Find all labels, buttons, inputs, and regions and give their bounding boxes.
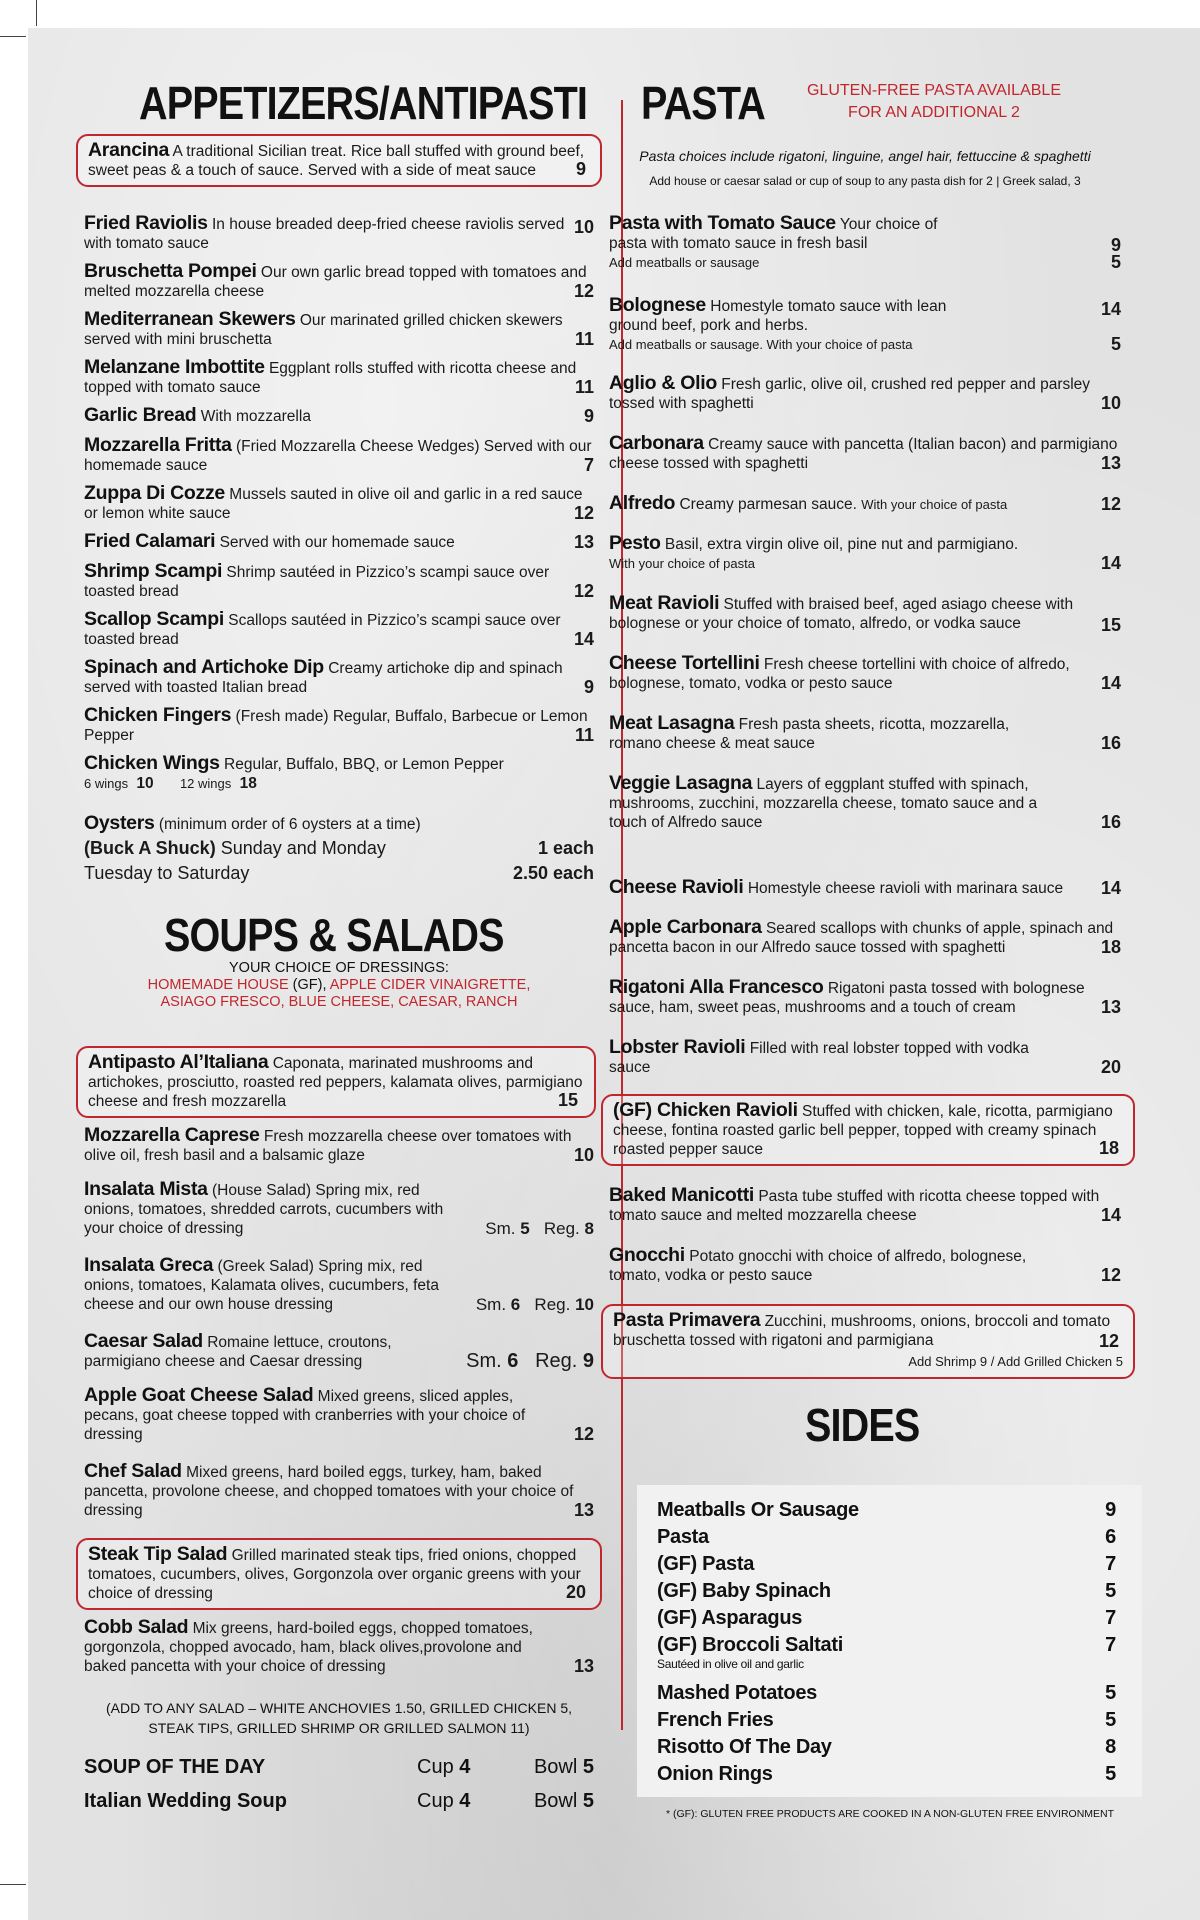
side-item — [657, 1607, 1116, 1630]
side-price: 5 — [1105, 1709, 1116, 1731]
soup-name: SOUP OF THE DAY — [84, 1756, 266, 1778]
item-name: Aglio & Olio — [609, 372, 717, 394]
item-price: 11 — [574, 377, 594, 397]
menu-item-bruschetta — [84, 262, 594, 301]
item-desc: Served with our homemade sauce — [219, 534, 455, 551]
gf-note-line-2: FOR AN ADDITIONAL 2 — [848, 104, 1020, 121]
size-regular-price: 8 — [584, 1219, 594, 1238]
side-price: 5 — [1105, 1682, 1116, 1704]
side-price: 7 — [1105, 1634, 1116, 1656]
menu-item-gf-chicken-ravioli — [601, 1094, 1135, 1166]
item-desc: Fresh mozzarella cheese over tomatoes with olive oil, fresh basil and a balsamic glaze — [84, 1128, 572, 1164]
wings-12-price: 18 — [239, 775, 257, 792]
item-price: 12 — [1100, 494, 1121, 514]
item-desc: Seared scallops with chunks of apple, spinach and pancetta bacon in our Alfredo sauce tossed with spaghetti — [609, 920, 1114, 956]
menu-item-skewers — [84, 310, 594, 349]
item-name: Meat Lasagna — [609, 712, 735, 734]
side-name: Meatballs Or Sausage — [657, 1499, 859, 1521]
item-desc: Mixed greens, hard boiled eggs, turkey, ham, baked pancetta, provolone cheese, and chopped tomatoes with your choice of dressing — [84, 1464, 574, 1519]
item-desc: (Fresh made) Regular, Buffalo, Barbecue or Lemon Pepper — [84, 708, 588, 744]
item-price: 12 — [1100, 1265, 1121, 1285]
side-name: (GF) Pasta — [657, 1553, 755, 1575]
item-name: Lobster Ravioli — [609, 1036, 746, 1058]
item-price: 14 — [1100, 673, 1121, 693]
item-name: Fried Calamari — [84, 530, 216, 552]
side-name: (GF) Broccoli Saltati — [657, 1634, 843, 1656]
side-name: (GF) Baby Spinach — [657, 1580, 831, 1602]
menu-item-rigatoni-francesco — [609, 978, 1121, 1017]
cup-label: Cup — [417, 1790, 454, 1812]
size-regular: Reg. — [535, 1350, 578, 1372]
side-item — [657, 1499, 1116, 1522]
menu-item-caprese — [84, 1126, 594, 1165]
item-price: 13 — [1100, 453, 1121, 473]
item-desc: Homestyle tomato sauce with lean ground beef, pork and herbs. — [609, 298, 947, 334]
sides-title: SIDES — [805, 1399, 920, 1451]
cup-price: 4 — [459, 1790, 471, 1812]
item-name: Carbonara — [609, 432, 704, 454]
item-name: Cobb Salad — [84, 1616, 189, 1638]
size-regular: Reg. — [543, 1219, 580, 1238]
item-price: 12 — [1098, 1331, 1119, 1351]
menu-item-tomato-sauce — [609, 214, 1121, 272]
side-item — [657, 1763, 1116, 1786]
menu-page — [28, 28, 1200, 1920]
item-name: Mozzarella Fritta — [84, 434, 232, 456]
menu-item-chicken-wings — [84, 754, 594, 793]
menu-item-antipasto — [76, 1046, 596, 1118]
pasta-addons: Add house or caesar salad or cup of soup to any pasta dish for 2 | Greek salad, 3 — [649, 174, 1081, 188]
item-desc: Basil, extra virgin olive oil, pine nut and parmigiano. — [664, 536, 1019, 553]
side-item — [657, 1682, 1116, 1705]
menu-item-garlic-bread — [84, 406, 594, 426]
item-price: 13 — [573, 532, 594, 552]
menu-item-apple-carbonara — [609, 918, 1121, 957]
menu-item-meat-lasagna — [609, 714, 1121, 753]
item-desc: A traditional Sicilian treat. Rice ball stuffed with ground beef, sweet peas & a touch of sauce. Served with a side of meat sauce — [88, 143, 585, 179]
item-price: 18 — [1098, 1138, 1119, 1158]
soup-name: Italian Wedding Soup — [84, 1790, 287, 1812]
item-sizes — [476, 1295, 594, 1314]
side-price: 8 — [1105, 1736, 1116, 1758]
item-desc: Eggplant rolls stuffed with ricotta cheese and topped with tomato sauce — [84, 360, 577, 396]
item-addon: Add meatballs or sausage — [609, 255, 760, 270]
bowl-price: 5 — [582, 1756, 594, 1778]
menu-item-steak-tip — [76, 1538, 602, 1610]
side-name: Mashed Potatoes — [657, 1682, 817, 1704]
menu-item-meat-ravioli — [609, 594, 1121, 633]
item-price: 12 — [573, 581, 594, 601]
item-desc: In house breaded deep-fried cheese raviolis served with tomato sauce — [84, 216, 565, 252]
item-name: Zuppa Di Cozze — [84, 482, 225, 504]
item-desc: Filled with real lobster topped with vodka sauce — [609, 1040, 1029, 1076]
item-desc: Rigatoni pasta tossed with bolognese sauce, ham, sweet peas, mushrooms and a touch of cream — [609, 980, 1085, 1016]
gf-note-line-1: GLUTEN-FREE PASTA AVAILABLE — [806, 82, 1061, 99]
item-desc: Shrimp sautéed in Pizzico’s scampi sauce over toasted bread — [84, 564, 550, 600]
oysters-days-2: Tuesday to Saturday — [84, 863, 250, 883]
item-desc: Potato gnocchi with choice of alfredo, bolognese, tomato, vodka or pesto sauce — [609, 1248, 1027, 1284]
item-price: 10 — [573, 217, 594, 237]
item-price: 11 — [574, 725, 594, 745]
item-price: 20 — [1100, 1057, 1121, 1077]
item-desc-note: With your choice of pasta — [861, 497, 1008, 512]
item-desc: Layers of eggplant stuffed with spinach, mushrooms, zucchini, mozzarella cheese, tomato sauce and a touch of Alfredo sauce — [609, 776, 1038, 831]
gf-footnote: * (GF): GLUTEN FREE PRODUCTS ARE COOKED IN A NON-GLUTEN FREE ENVIRONMENT — [665, 1808, 1115, 1820]
item-name: Chef Salad — [84, 1460, 182, 1482]
side-price: 5 — [1105, 1580, 1116, 1602]
item-desc: (Fried Mozzarella Cheese Wedges) Served with our homemade sauce — [84, 438, 592, 474]
dressing-house: HOMEMADE HOUSE — [147, 977, 289, 993]
side-name: Onion Rings — [657, 1763, 773, 1785]
item-price: 13 — [573, 1656, 594, 1676]
size-small: Sm. — [475, 1295, 507, 1314]
menu-item-mozzarella-fritta — [84, 436, 594, 475]
menu-item-veggie-lasagna — [609, 774, 1121, 832]
wings-6-label: 6 wings — [84, 776, 129, 791]
salad-addons-note: (ADD TO ANY SALAD – WHITE ANCHOVIES 1.50, GRILLED CHICKEN 5, STEAK TIPS, GRILLED SHRIMP OR GRILLED SALMON 11) — [105, 1700, 573, 1736]
item-name: Mozzarella Caprese — [84, 1124, 260, 1146]
item-desc: Romaine lettuce, croutons, parmigiano cheese and Caesar dressing — [84, 1334, 392, 1370]
side-item — [657, 1553, 1116, 1576]
menu-item-alfredo — [609, 494, 1121, 514]
item-price: 12 — [573, 1424, 594, 1444]
item-name: Chicken Fingers — [84, 704, 232, 726]
dressings-line-2: ASIAGO FRESCO, BLUE CHEESE, CAESAR, RANCH — [160, 994, 518, 1010]
menu-item-zuppa — [84, 484, 594, 523]
item-name: Scallop Scampi — [84, 608, 224, 630]
item-addon-price: 5 — [1110, 252, 1121, 272]
item-name: Steak Tip Salad — [88, 1543, 228, 1565]
item-name: Veggie Lasagna — [609, 772, 753, 794]
menu-item-insalata-mista — [84, 1180, 594, 1238]
menu-item-calamari — [84, 532, 594, 552]
item-price: 12 — [573, 503, 594, 523]
item-desc: Scallops sautéed in Pizzico’s scampi sauce over toasted bread — [84, 612, 561, 648]
side-name: Risotto Of The Day — [657, 1736, 832, 1758]
wings-6-price: 10 — [136, 775, 154, 792]
pasta-title: PASTA — [641, 77, 765, 129]
item-desc: Stuffed with braised beef, aged asiago cheese with bolognese or your choice of tomato, alfredo, or vodka sauce — [609, 596, 1074, 632]
menu-item-cheese-ravioli — [609, 878, 1121, 898]
menu-item-pasta-primavera — [601, 1304, 1135, 1379]
item-name: Insalata Greca — [84, 1254, 214, 1276]
size-regular-price: 9 — [582, 1350, 594, 1372]
item-name: Insalata Mista — [84, 1178, 208, 1200]
item-name: Pasta with Tomato Sauce — [609, 212, 836, 234]
menu-item-pesto — [609, 534, 1121, 573]
item-name: Fried Raviolis — [84, 212, 208, 234]
crop-mark — [0, 36, 26, 37]
item-desc: Stuffed with chicken, kale, ricotta, parmigiano cheese, fontina roasted garlic bell pepper, topped with creamy spinach roasted pepper sauce — [613, 1103, 1113, 1158]
item-desc: (Greek Salad) Spring mix, red onions, tomatoes, Kalamata olives, cucumbers, feta cheese and our own house dressing — [84, 1258, 439, 1313]
item-addon: Add Shrimp 9 / Add Grilled Chicken 5 — [908, 1354, 1123, 1369]
appetizers-title: APPETIZERS/ANTIPASTI — [139, 77, 588, 129]
wings-12-label: 12 wings — [179, 776, 232, 791]
item-name: Pasta Primavera — [613, 1309, 761, 1331]
menu-item-shrimp-scampi — [84, 562, 594, 601]
bowl-price: 5 — [582, 1790, 594, 1812]
menu-item-cheese-tortellini — [609, 654, 1121, 693]
side-price: 7 — [1105, 1607, 1116, 1629]
menu-item-arancina — [76, 134, 602, 187]
sides-panel — [637, 1485, 1142, 1797]
menu-item-chef-salad — [84, 1462, 594, 1520]
item-desc: Creamy artichoke dip and spinach served with toasted Italian bread — [84, 660, 563, 696]
menu-item-bolognese — [609, 296, 1121, 354]
item-price: 20 — [565, 1582, 586, 1602]
item-name: Antipasto Al’Italiana — [88, 1051, 269, 1073]
item-desc: Homestyle cheese ravioli with marinara sauce — [747, 880, 1064, 897]
side-item — [657, 1634, 1116, 1671]
item-name: Oysters — [84, 812, 155, 834]
item-desc: Mixed greens, sliced apples, pecans, goat cheese topped with cranberries with your choice of dressing — [84, 1388, 526, 1443]
menu-item-spinach-dip — [84, 658, 594, 697]
bowl-label: Bowl — [533, 1790, 578, 1812]
item-name: Bruschetta Pompei — [84, 260, 257, 282]
item-price: 10 — [573, 1145, 594, 1165]
item-price: 12 — [573, 281, 594, 301]
item-price: 14 — [1100, 1205, 1121, 1225]
soup-cup — [417, 1790, 470, 1813]
item-name: Melanzane Imbottite — [84, 356, 265, 378]
menu-item-oysters — [84, 814, 594, 886]
dressing-cider: APPLE CIDER VINAIGRETTE, — [329, 977, 531, 993]
item-price: 18 — [1100, 937, 1121, 957]
item-price: 14 — [1100, 299, 1121, 319]
item-name: Rigatoni Alla Francesco — [609, 976, 824, 998]
side-name: (GF) Asparagus — [657, 1607, 803, 1629]
dressings-heading: YOUR CHOICE OF DRESSINGS: — [229, 960, 449, 976]
item-desc: (House Salad) Spring mix, red onions, tomatoes, shredded carrots, cucumbers with your choice of dressing — [84, 1182, 444, 1237]
item-price: 7 — [583, 455, 594, 475]
side-item — [657, 1736, 1116, 1759]
item-desc: (minimum order of 6 oysters at a time) — [158, 816, 421, 833]
item-price: 15 — [1100, 615, 1121, 635]
cup-price: 4 — [459, 1756, 471, 1778]
menu-item-apple-goat — [84, 1386, 594, 1444]
size-small-price: 6 — [507, 1350, 519, 1372]
item-price: 14 — [1100, 553, 1121, 573]
item-price: 9 — [583, 677, 594, 697]
side-name: French Fries — [657, 1709, 774, 1731]
menu-item-cobb — [84, 1618, 594, 1676]
soup-bowl — [534, 1756, 594, 1779]
size-small-price: 6 — [510, 1295, 521, 1314]
item-name: Bolognese — [609, 294, 706, 316]
item-desc: Fresh cheese tortellini with choice of alfredo, bolognese, tomato, vodka or pesto sauce — [609, 656, 1070, 692]
menu-item-lobster-ravioli — [609, 1038, 1121, 1077]
menu-item-insalata-greca — [84, 1256, 594, 1314]
item-desc: With mozzarella — [200, 408, 311, 425]
dressings-block — [84, 960, 594, 1011]
side-item — [657, 1709, 1116, 1732]
item-price: 11 — [574, 329, 594, 349]
item-desc: Regular, Buffalo, BBQ, or Lemon Pepper — [224, 756, 504, 773]
crop-mark — [0, 1884, 26, 1885]
item-name: Spinach and Artichoke Dip — [84, 656, 324, 678]
item-name: Baked Manicotti — [609, 1184, 755, 1206]
item-desc: Fresh garlic, olive oil, crushed red pepper and parsley tossed with spaghetti — [609, 376, 1091, 412]
item-desc: Fresh pasta sheets, ricotta, mozzarella, romano cheese & meat sauce — [609, 716, 1010, 752]
item-desc: Our marinated grilled chicken skewers served with mini bruschetta — [84, 312, 563, 348]
soups-title: SOUPS & SALADS — [164, 909, 504, 961]
soup-cup — [417, 1756, 470, 1779]
item-price: 15 — [557, 1090, 578, 1110]
item-name: Meat Ravioli — [609, 592, 720, 614]
menu-item-gnocchi — [609, 1246, 1121, 1285]
item-name: Apple Goat Cheese Salad — [84, 1384, 314, 1406]
item-name: Arancina — [88, 139, 170, 161]
item-desc: Creamy sauce with pancetta (Italian bacon) and parmigiano cheese tossed with spaghetti — [609, 436, 1118, 472]
item-sizes — [466, 1352, 594, 1371]
item-price: 16 — [1100, 812, 1121, 832]
item-price: 9 — [583, 406, 594, 426]
item-price: 13 — [1100, 997, 1121, 1017]
item-name: Shrimp Scampi — [84, 560, 223, 582]
item-addon: Add meatballs or sausage. With your choice of pasta — [609, 337, 913, 352]
item-name: Gnocchi — [609, 1244, 685, 1266]
soup-bowl — [534, 1790, 594, 1813]
item-name: Pesto — [609, 532, 661, 554]
side-price: 6 — [1105, 1526, 1116, 1548]
item-price: 13 — [573, 1500, 594, 1520]
item-price: 9 — [575, 159, 586, 179]
menu-item-baked-manicotti — [609, 1186, 1121, 1225]
dressings-line-1 — [84, 977, 594, 994]
item-desc: Grilled marinated steak tips, fried onions, chopped tomatoes, cucumbers, olives, Gorgonzola over organic greens with your choice of dressing — [88, 1547, 581, 1602]
item-desc: Zucchini, mushrooms, onions, broccoli and tomato bruschetta tossed with rigatoni and parmigiana — [613, 1313, 1111, 1349]
pasta-choices: Pasta choices include rigatoni, linguine, angel hair, fettuccine & spaghetti — [639, 148, 1091, 164]
menu-item-fried-raviolis — [84, 214, 594, 253]
item-desc: Caponata, marinated mushrooms and artichokes, prosciutto, roasted red peppers, kalamata olives, parmigiano cheese and fresh mozzarella — [88, 1055, 583, 1110]
crop-mark — [36, 0, 37, 26]
side-price: 9 — [1105, 1499, 1116, 1521]
item-name: Cheese Ravioli — [609, 876, 744, 898]
oysters-days-1: Sunday and Monday — [220, 838, 386, 858]
side-price: 5 — [1105, 1763, 1116, 1785]
item-name: Mediterranean Skewers — [84, 308, 296, 330]
menu-item-chicken-fingers — [84, 706, 594, 745]
item-name: Cheese Tortellini — [609, 652, 760, 674]
side-name: Pasta — [657, 1526, 709, 1548]
gf-pasta-note — [799, 80, 1069, 124]
item-price: 10 — [1100, 393, 1121, 413]
item-name: Alfredo — [609, 492, 676, 514]
item-desc: Our own garlic bread topped with tomatoes and melted mozzarella cheese — [84, 264, 587, 300]
item-desc: Pasta tube stuffed with ricotta cheese topped with tomato sauce and melted mozzarella cheese — [609, 1188, 1100, 1224]
item-addon-price: 5 — [1110, 334, 1121, 354]
soup-row — [84, 1756, 594, 1779]
oysters-price-1: 1 each — [537, 838, 594, 858]
dressing-gf: (GF), — [292, 977, 327, 993]
size-small: Sm. — [485, 1219, 516, 1238]
size-small-price: 5 — [520, 1219, 530, 1238]
side-item — [657, 1526, 1116, 1549]
oysters-buck-a-shuck: (Buck A Shuck) — [84, 838, 216, 858]
item-name: Chicken Wings — [84, 752, 220, 774]
item-desc: Your choice of pasta with tomato sauce in fresh basil — [609, 216, 938, 252]
item-name: Garlic Bread — [84, 404, 197, 426]
size-regular: Reg. — [534, 1295, 571, 1314]
menu-item-aglio-olio — [609, 374, 1121, 413]
item-desc: Mix greens, hard-boiled eggs, chopped tomatoes, gorgonzola, chopped avocado, ham, black olives,provolone and baked pancetta with your choice of dressing — [84, 1620, 533, 1675]
size-regular-price: 10 — [575, 1295, 594, 1314]
size-small: Sm. — [466, 1350, 502, 1372]
item-name: Apple Carbonara — [609, 916, 762, 938]
bowl-label: Bowl — [533, 1756, 578, 1778]
item-price: 16 — [1100, 733, 1121, 753]
item-desc: Mussels sauted in olive oil and garlic in a red sauce or lemon white sauce — [84, 486, 583, 522]
menu-item-caesar — [84, 1332, 594, 1371]
item-sizes — [485, 1219, 594, 1238]
menu-item-melanzane — [84, 358, 594, 397]
item-price: 14 — [573, 629, 594, 649]
side-price: 7 — [1105, 1553, 1116, 1575]
side-note: Sautéed in olive oil and garlic — [657, 1657, 804, 1671]
menu-item-carbonara — [609, 434, 1121, 473]
item-name: (GF) Chicken Ravioli — [613, 1099, 798, 1121]
item-desc: Creamy parmesan sauce. — [679, 496, 857, 513]
item-desc-note: With your choice of pasta — [609, 556, 755, 571]
oysters-price-2: 2.50 each — [512, 863, 594, 883]
cup-label: Cup — [417, 1756, 454, 1778]
item-name: Caesar Salad — [84, 1330, 203, 1352]
side-item — [657, 1580, 1116, 1603]
item-price: 9 — [1110, 235, 1121, 255]
menu-item-scallop-scampi — [84, 610, 594, 649]
soup-row — [84, 1790, 594, 1813]
item-price: 14 — [1100, 878, 1121, 898]
